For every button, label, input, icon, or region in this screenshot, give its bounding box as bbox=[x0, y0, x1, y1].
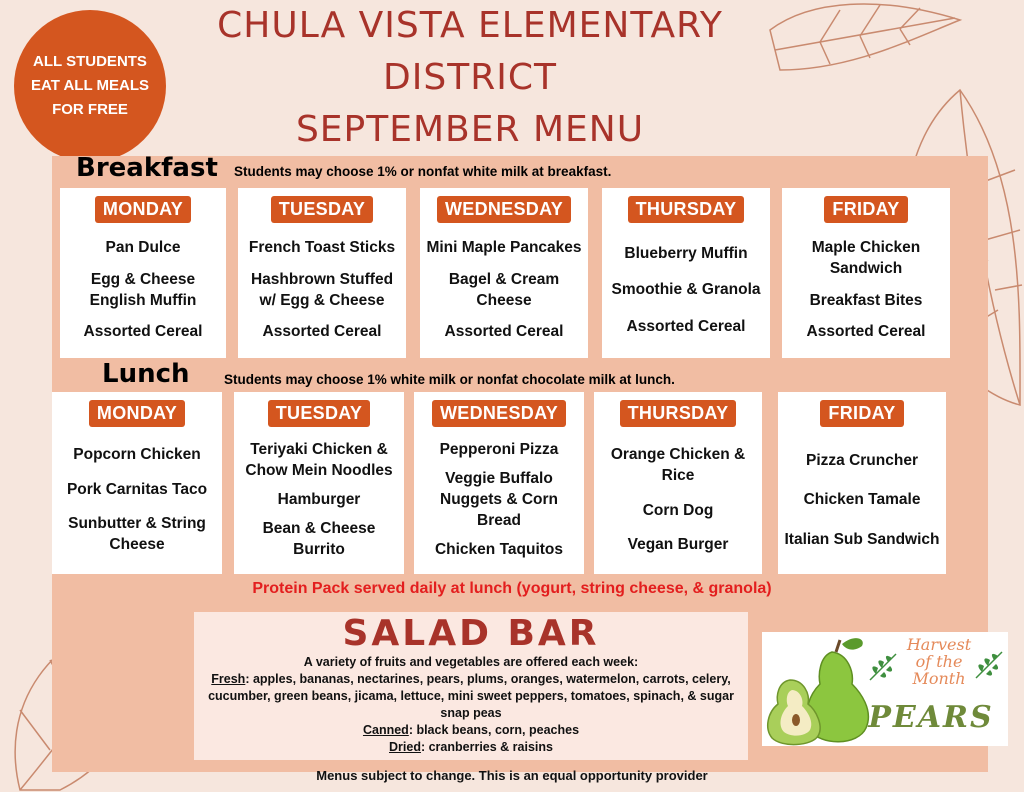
breakfast-card-wednesday bbox=[420, 188, 588, 358]
pear-illustration-icon bbox=[762, 632, 872, 746]
menu-item: Assorted Cereal bbox=[444, 322, 564, 340]
day-label: MONDAY bbox=[89, 400, 185, 427]
menu-item: Egg & Cheese English Muffin bbox=[89, 270, 197, 309]
menu-item: Hamburger bbox=[277, 491, 361, 508]
menu-item: Veggie Buffalo Nuggets & Corn Bread bbox=[440, 470, 558, 529]
menu-item: Maple Chicken Sandwich bbox=[811, 239, 921, 278]
dried-text: : cranberries & raisins bbox=[420, 740, 553, 754]
salad-bar-box bbox=[194, 612, 748, 760]
day-label: WEDNESDAY bbox=[432, 400, 566, 427]
canned-label: Canned bbox=[362, 723, 409, 737]
lunch-milk-note: Students may choose 1% white milk or nonfat chocolate milk at lunch. bbox=[224, 372, 675, 387]
day-label: TUESDAY bbox=[268, 400, 370, 427]
harvest-line: of the bbox=[915, 652, 963, 671]
breakfast-milk-note: Students may choose 1% or nonfat white milk at breakfast. bbox=[234, 164, 612, 179]
day-label: MONDAY bbox=[95, 196, 191, 223]
lunch-card-tuesday bbox=[234, 392, 404, 574]
breakfast-heading: Breakfast bbox=[76, 153, 218, 183]
fresh-text: : apples, bananas, nectarines, pears, plums, oranges, watermelon, carrots, celery, cucumber, green beans, jicama, lettuce, mini sweet peppers, tomatoes, spinach, & sugar snap peas bbox=[208, 672, 734, 720]
day-label: THURSDAY bbox=[628, 196, 745, 223]
breakfast-card-friday bbox=[782, 188, 950, 358]
menu-item: Assorted Cereal bbox=[626, 317, 746, 335]
title-line: CHULA VISTA ELEMENTARY bbox=[217, 5, 723, 46]
menu-item: Assorted Cereal bbox=[262, 322, 382, 340]
badge-line: FOR FREE bbox=[52, 101, 128, 118]
dried-label: Dried bbox=[389, 740, 421, 754]
menu-item: Assorted Cereal bbox=[83, 322, 203, 340]
title-line: SEPTEMBER MENU bbox=[295, 109, 645, 150]
menu-item: Blueberry Muffin bbox=[624, 244, 748, 262]
breakfast-card-monday bbox=[60, 188, 226, 358]
lunch-card-monday bbox=[52, 392, 222, 574]
menu-item: Assorted Cereal bbox=[806, 322, 926, 340]
day-label: THURSDAY bbox=[620, 400, 737, 427]
fresh-label: Fresh bbox=[211, 672, 246, 686]
lunch-heading: Lunch bbox=[102, 359, 190, 389]
menu-item: Orange Chicken & Rice bbox=[610, 446, 746, 485]
harvest-line: Harvest bbox=[906, 635, 972, 654]
salad-bar-dried bbox=[194, 739, 748, 756]
menu-item: Hashbrown Stuffed w/ Egg & Cheese bbox=[250, 270, 394, 309]
menu-item: Chicken Tamale bbox=[803, 491, 921, 508]
day-label: FRIDAY bbox=[824, 196, 907, 223]
harvest-label bbox=[884, 636, 994, 687]
menu-item: Mini Maple Pancakes bbox=[426, 239, 582, 257]
title-line: DISTRICT bbox=[383, 57, 557, 98]
menu-item: Pizza Cruncher bbox=[806, 451, 918, 469]
canned-text: : black beans, corn, peaches bbox=[408, 723, 580, 737]
day-label: WEDNESDAY bbox=[437, 196, 571, 223]
menu-item: Smoothie & Granola bbox=[611, 281, 761, 298]
footer-disclaimer: Menus subject to change. This is an equal opportunity provider bbox=[316, 768, 708, 783]
menu-item: Vegan Burger bbox=[627, 535, 729, 553]
salad-bar-canned bbox=[194, 722, 748, 739]
protein-pack-note: Protein Pack served daily at lunch (yogurt, string cheese, & granola) bbox=[252, 580, 772, 597]
badge-line: ALL STUDENTS bbox=[33, 53, 147, 70]
menu-item: Bagel & Cream Cheese bbox=[448, 270, 560, 309]
harvest-fruit-name: PEARS bbox=[868, 700, 994, 735]
menu-item: Corn Dog bbox=[642, 501, 714, 519]
lunch-card-friday bbox=[778, 392, 946, 574]
menu-item: Pork Carnitas Taco bbox=[66, 480, 208, 498]
menu-item: French Toast Sticks bbox=[248, 239, 396, 257]
badge-line: EAT ALL MEALS bbox=[30, 77, 150, 94]
day-label: FRIDAY bbox=[820, 400, 903, 427]
menu-item: Pan Dulce bbox=[105, 239, 181, 257]
page-title bbox=[190, 0, 750, 156]
salad-bar-title: SALAD BAR bbox=[342, 613, 600, 654]
lunch-card-wednesday bbox=[414, 392, 584, 574]
breakfast-card-thursday bbox=[602, 188, 770, 358]
menu-item: Italian Sub Sandwich bbox=[784, 530, 940, 548]
lunch-card-thursday bbox=[594, 392, 762, 574]
menu-item: Popcorn Chicken bbox=[73, 446, 201, 464]
menu-item: Chicken Taquitos bbox=[434, 541, 564, 558]
free-meals-badge bbox=[14, 10, 166, 162]
menu-item: Pepperoni Pizza bbox=[439, 441, 559, 458]
menu-item: Teriyaki Chicken & Chow Mein Noodles bbox=[245, 441, 393, 479]
breakfast-card-tuesday bbox=[238, 188, 406, 358]
harvest-line: Month bbox=[912, 669, 966, 688]
salad-bar-fresh bbox=[194, 671, 748, 722]
menu-item: Sunbutter & String Cheese bbox=[68, 514, 206, 553]
salad-bar-intro: A variety of fruits and vegetables are offered each week: bbox=[303, 655, 639, 669]
harvest-of-the-month bbox=[762, 632, 1008, 746]
menu-item: Breakfast Bites bbox=[809, 291, 923, 309]
day-label: TUESDAY bbox=[271, 196, 373, 223]
menu-item: Bean & Cheese Burrito bbox=[262, 520, 376, 558]
